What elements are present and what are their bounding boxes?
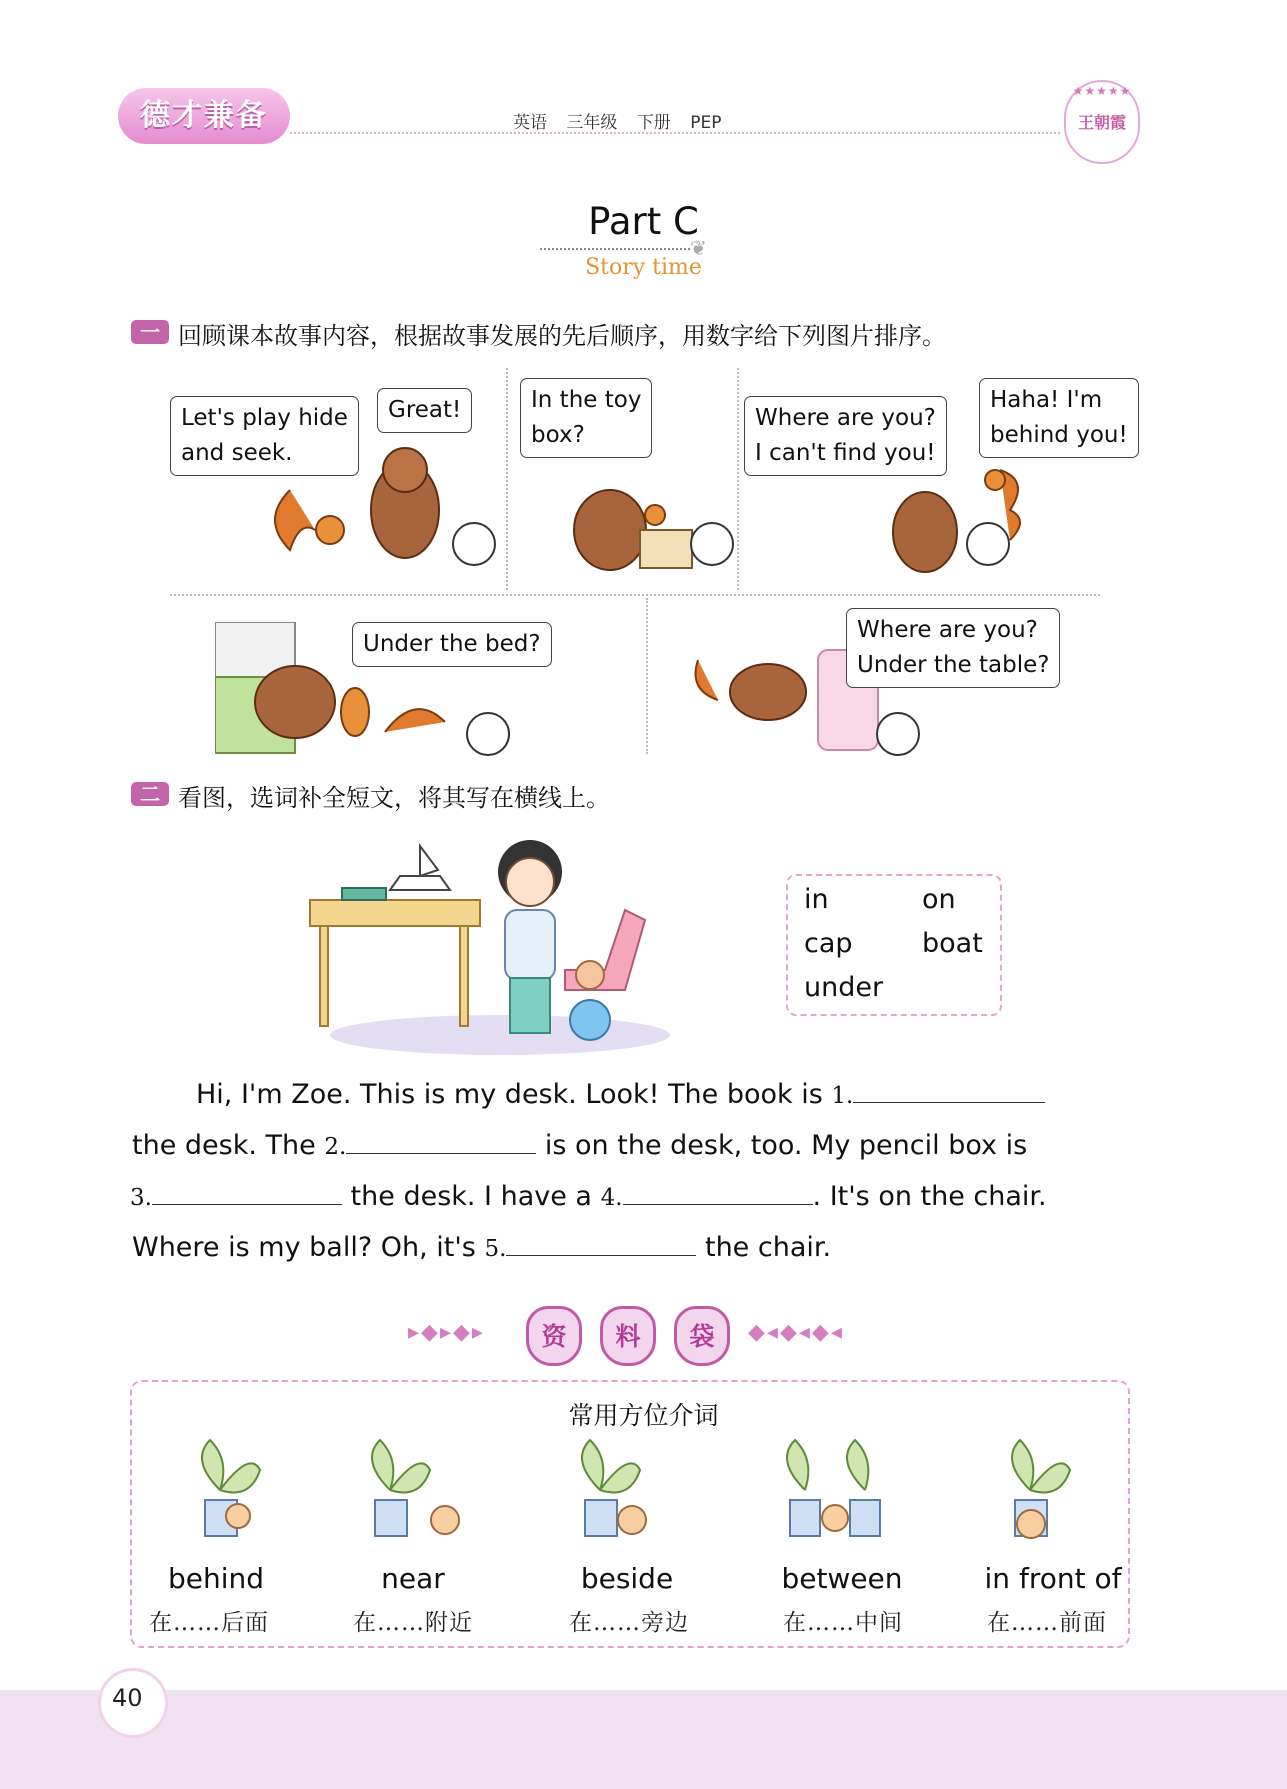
- footer-band: [0, 1690, 1287, 1789]
- speech-bubble: Haha! I'm behind you!: [979, 378, 1139, 458]
- order-answer-circle[interactable]: [876, 712, 920, 756]
- section1-badge: 一: [131, 320, 169, 344]
- word-bank-item: under: [804, 972, 884, 1003]
- seal-name: 王朝霞: [1077, 113, 1126, 132]
- section2-badge: 二: [131, 782, 169, 806]
- speech-bubble: In the toy box?: [520, 378, 652, 458]
- plant-beside: [582, 1440, 646, 1536]
- book-meta: 英语 三年级 下册 PEP: [513, 113, 722, 133]
- plant-between: [787, 1440, 880, 1536]
- passage-line: the desk. The 2. is on the desk, too. My pencil box is: [132, 1127, 1027, 1161]
- speech-bubble: Where are you? I can't find you!: [744, 396, 947, 476]
- preposition-illustrations: [170, 1430, 1120, 1555]
- plant-near: [372, 1440, 459, 1536]
- order-answer-circle[interactable]: [966, 522, 1010, 566]
- panel-divider: [737, 368, 739, 590]
- word-bank-item: cap: [804, 928, 853, 959]
- speech-bubble: Where are you? Under the table?: [846, 608, 1060, 688]
- answer-blank[interactable]: [346, 1127, 536, 1154]
- preposition-meaning: 在……后面: [149, 1610, 269, 1636]
- speech-bubble: Great!: [377, 388, 472, 433]
- fish-decoration-right: ◆◂◆◂◆◂: [748, 1320, 844, 1345]
- leaf-icon: ❦: [690, 236, 707, 260]
- passage-line: Hi, I'm Zoe. This is my desk. Look! The book is 1.: [196, 1076, 1045, 1110]
- passage-line: 3. the desk. I have a 4. . It's on the chair.: [130, 1178, 1047, 1212]
- row-divider: [170, 594, 1100, 596]
- preposition-word: near: [381, 1562, 445, 1595]
- section1-instruction: 回顾课本故事内容，根据故事发展的先后顺序，用数字给下列图片排序。: [178, 322, 946, 350]
- seal-stars: ★★★★★: [1072, 84, 1132, 98]
- word-bank-item: in: [804, 884, 829, 915]
- answer-blank[interactable]: [853, 1076, 1045, 1103]
- resource-bag-icon: 资: [526, 1306, 582, 1366]
- preposition-word: behind: [167, 1562, 265, 1595]
- word-bank: [786, 874, 1002, 1016]
- plant-in-front-of: [1012, 1440, 1070, 1538]
- part-title: Part C: [588, 200, 699, 243]
- speech-bubble: Let's play hide and seek.: [170, 396, 359, 476]
- bear-and-squirrel-illustration: [880, 460, 1050, 580]
- answer-blank[interactable]: [152, 1178, 342, 1205]
- fish-decoration-left: ▸◆▸◆▸: [408, 1320, 485, 1345]
- passage-line: Where is my ball? Oh, it's 5. the chair.: [132, 1229, 831, 1263]
- speech-bubble: Under the bed?: [352, 622, 552, 667]
- zoe-desk-chair-illustration: [300, 830, 680, 1060]
- plant-behind: [202, 1440, 260, 1536]
- preposition-meaning: 在……旁边: [569, 1610, 689, 1636]
- answer-blank[interactable]: [623, 1178, 813, 1205]
- order-answer-circle[interactable]: [452, 522, 496, 566]
- panel-divider: [646, 598, 648, 754]
- preposition-word: beside: [580, 1562, 674, 1595]
- order-answer-circle[interactable]: [690, 522, 734, 566]
- section2-instruction: 看图，选词补全短文，将其写在横线上。: [178, 784, 610, 812]
- preposition-meaning: 在……前面: [987, 1610, 1107, 1636]
- brand-logo: 德才兼备: [118, 88, 290, 144]
- title-underline: [540, 248, 690, 250]
- answer-blank[interactable]: [506, 1229, 696, 1256]
- order-answer-circle[interactable]: [466, 712, 510, 756]
- preposition-word: between: [781, 1562, 903, 1595]
- preposition-word: in front of: [984, 1562, 1122, 1595]
- word-bank-item: boat: [922, 928, 983, 959]
- resource-bag-icon: 袋: [674, 1306, 730, 1366]
- page-number: 40: [112, 1684, 143, 1712]
- panel-divider: [506, 368, 508, 590]
- bear-at-toy-box-illustration: [560, 460, 700, 572]
- preposition-meaning: 在……附近: [353, 1610, 473, 1636]
- word-bank-item: on: [922, 884, 956, 915]
- info-box-title: 常用方位介词: [568, 1401, 719, 1430]
- author-seal: [1064, 80, 1140, 164]
- resource-bag-icon: 料: [600, 1306, 656, 1366]
- part-subtitle: Story time: [585, 255, 702, 280]
- preposition-meaning: 在……中间: [783, 1610, 903, 1636]
